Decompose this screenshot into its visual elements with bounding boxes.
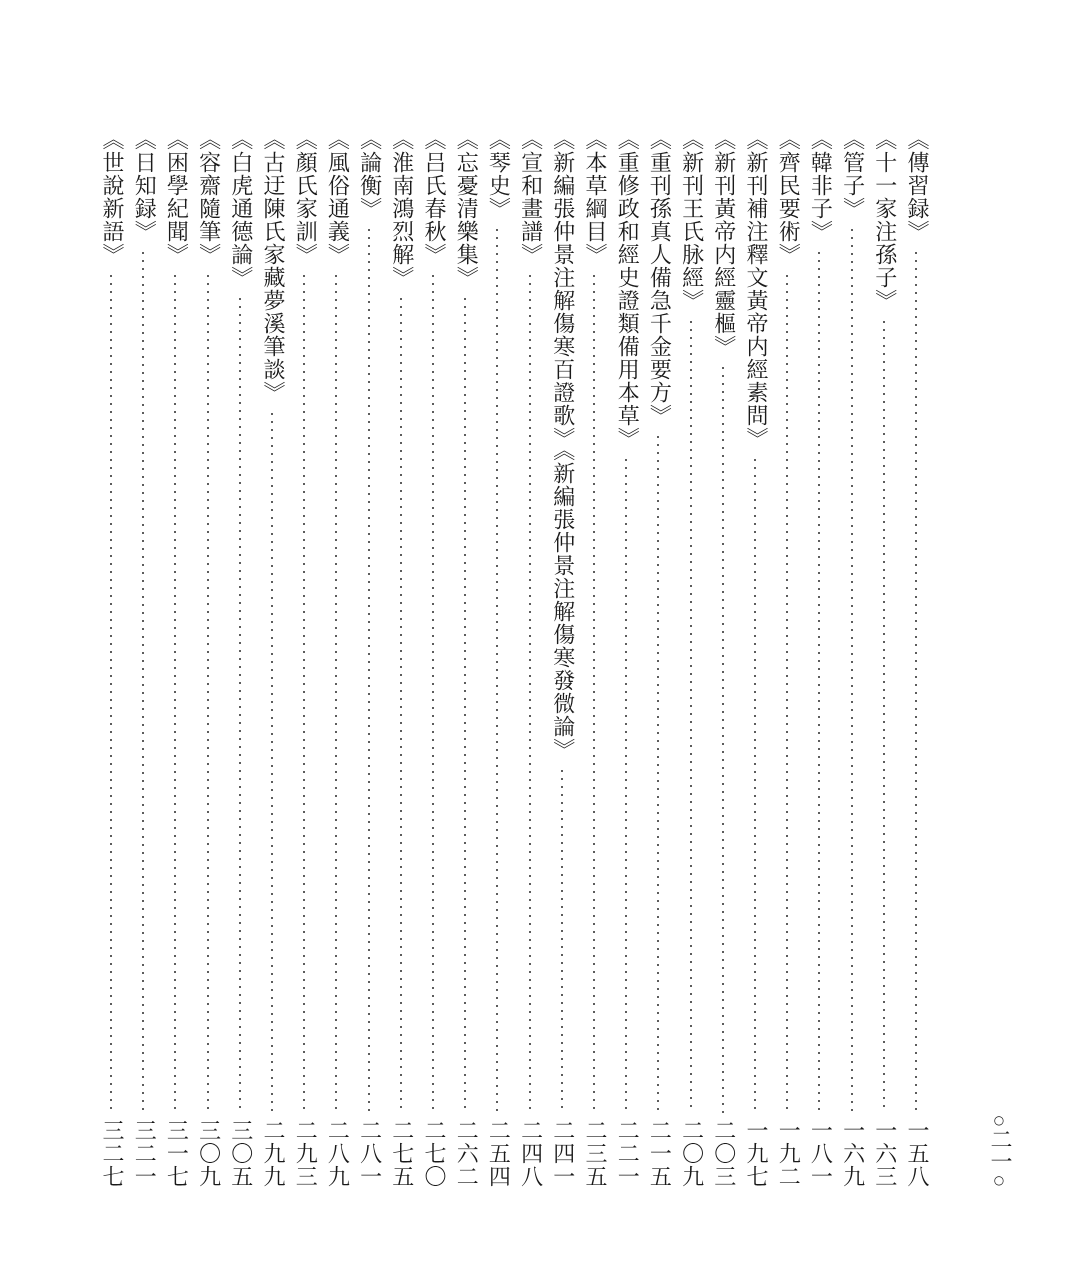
- leader-dots: [529, 272, 531, 1113]
- toc-entry-page: 二一五: [646, 1119, 672, 1188]
- toc-entry-title: 《世說新語》: [98, 128, 124, 266]
- toc-entry: [838, 128, 866, 1188]
- leader-dots: [239, 295, 241, 1113]
- toc-entry-page: 一六九: [839, 1119, 865, 1188]
- folio-ring-ornament: ○: [993, 1113, 1005, 1127]
- toc-entry-page: 二二一: [614, 1119, 640, 1188]
- leader-dots: [722, 364, 724, 1113]
- toc-entry-page: 一五八: [904, 1119, 929, 1188]
- toc-entry-page: 三二一: [131, 1119, 157, 1188]
- toc-entry-page: 三二七: [98, 1119, 124, 1188]
- leader-dots: [271, 410, 273, 1113]
- toc-entry: [194, 128, 222, 1188]
- toc-entry-page: 二七〇: [421, 1119, 446, 1188]
- leader-dots: [786, 272, 788, 1113]
- toc-entry: [290, 128, 318, 1188]
- toc-entry: [387, 128, 415, 1188]
- toc-entry-title: 《淮南鴻烈解》: [388, 128, 414, 289]
- toc-entry-title: 《容齋隨筆》: [195, 128, 221, 266]
- toc-entry-title: 《吕氏春秋》: [421, 128, 446, 266]
- toc-entry: [773, 128, 801, 1188]
- toc-entry-page: 一八一: [807, 1119, 833, 1188]
- toc-entry-title: 《古迂陳氏家藏夢溪筆談》: [260, 128, 285, 404]
- toc-entry: [258, 128, 286, 1188]
- toc-entry: [355, 128, 383, 1188]
- toc-entry-page: 二八一: [356, 1119, 382, 1188]
- leader-dots: [110, 272, 112, 1113]
- toc-entry: [644, 128, 672, 1188]
- leader-dots: [593, 272, 595, 1113]
- toc-entry: [741, 128, 769, 1188]
- toc-entry-title: 《新刊補注釋文黃帝内經素問》: [743, 128, 768, 450]
- toc-entry-page: 二四八: [517, 1119, 543, 1188]
- toc-entry-title: 《困學紀聞》: [163, 128, 189, 266]
- toc-entry: [161, 128, 189, 1188]
- toc-entry-title: 《重刊孫真人備急千金要方》: [646, 128, 672, 427]
- toc-entry: [612, 128, 640, 1188]
- toc-entry-page: 二九三: [292, 1119, 318, 1188]
- toc-entry-title: 《本草綱目》: [582, 128, 607, 266]
- toc-entry-title: 《新編張仲景注解傷寒百證歌》《新編張仲景注解傷寒發微論》: [549, 128, 575, 761]
- toc-entry: [902, 128, 930, 1188]
- leader-dots: [883, 318, 885, 1113]
- toc-entry-page: 二九九: [260, 1119, 285, 1188]
- toc-entry-title: 《風俗通義》: [324, 128, 350, 266]
- leader-dots: [915, 249, 917, 1113]
- toc-entry-page: 三〇五: [227, 1119, 253, 1188]
- toc-entry-title: 《新刊王氏脉經》: [678, 128, 704, 312]
- toc-entry-page: 二三五: [582, 1119, 607, 1188]
- leader-dots: [335, 272, 337, 1113]
- toc-entry-title: 《忘憂清樂集》: [453, 128, 479, 289]
- toc-entry: [322, 128, 350, 1188]
- toc-entry: [516, 128, 544, 1188]
- leader-dots: [207, 272, 209, 1113]
- toc-entry: [129, 128, 157, 1188]
- toc-entry-title: 《論衡》: [356, 128, 382, 220]
- leader-dots: [142, 249, 144, 1113]
- leader-dots: [464, 295, 466, 1113]
- toc-entry: [419, 128, 447, 1188]
- toc-entry-title: 《顏氏家訓》: [292, 128, 318, 266]
- toc-entry: [709, 128, 737, 1188]
- toc-entry-title: 《日知録》: [131, 128, 157, 243]
- toc-entry-title: 《韓非子》: [807, 128, 833, 243]
- toc-entry-page: 二八九: [324, 1119, 350, 1188]
- toc-entry: [548, 128, 576, 1188]
- folio-number: 二一: [987, 1128, 1012, 1172]
- toc-entry-title: 《白虎通德論》: [227, 128, 253, 289]
- toc-entry-title: 《十一家注孫子》: [871, 128, 897, 312]
- leader-dots: [432, 272, 434, 1113]
- toc-entry-title: 《重修政和經史證類備用本草》: [614, 128, 640, 450]
- leader-dots: [496, 226, 498, 1113]
- toc-entry: [483, 128, 511, 1188]
- toc-entry-title: 《新刊黃帝内經靈樞》: [710, 128, 736, 358]
- toc-entry: [97, 128, 125, 1188]
- toc-entry-title: 《宣和畫譜》: [517, 128, 543, 266]
- toc-entry: [226, 128, 254, 1188]
- leader-dots: [690, 318, 692, 1113]
- toc-entry: [677, 128, 705, 1188]
- leader-dots: [625, 456, 627, 1113]
- toc-entry: [805, 128, 833, 1188]
- folio-ring-ornament: ○: [993, 1173, 1005, 1187]
- folio: [984, 1112, 1014, 1188]
- toc-entry-page: 一九七: [743, 1119, 768, 1188]
- leader-dots: [303, 272, 305, 1113]
- leader-dots: [657, 433, 659, 1113]
- toc-entry-title: 《齊民要術》: [775, 128, 801, 266]
- leader-dots: [561, 767, 563, 1113]
- toc-entry-title: 《傳習録》: [904, 128, 929, 243]
- toc-entry-page: 一六三: [871, 1119, 897, 1188]
- toc-entry-title: 《琴史》: [485, 128, 511, 220]
- toc-entry-page: 二〇九: [678, 1119, 704, 1188]
- toc-entry-page: 二七五: [388, 1119, 414, 1188]
- toc-entry-page: 二四一: [549, 1119, 575, 1188]
- toc-entry-title: 《管子》: [839, 128, 865, 220]
- table-of-contents: [96, 128, 930, 1188]
- toc-entry-page: 二〇三: [710, 1119, 736, 1188]
- leader-dots: [818, 249, 820, 1113]
- toc-entry-page: 三一七: [163, 1119, 189, 1188]
- toc-entry-page: 三〇九: [195, 1119, 221, 1188]
- toc-entry-page: 二六二: [453, 1119, 479, 1188]
- toc-entry-page: 一九二: [775, 1119, 801, 1188]
- toc-entry: [580, 128, 608, 1188]
- leader-dots: [174, 272, 176, 1113]
- leader-dots: [368, 226, 370, 1113]
- leader-dots: [400, 295, 402, 1113]
- toc-entry-page: 二五四: [485, 1119, 511, 1188]
- toc-entry: [451, 128, 479, 1188]
- toc-entry: [870, 128, 898, 1188]
- leader-dots: [851, 226, 853, 1113]
- leader-dots: [754, 456, 756, 1113]
